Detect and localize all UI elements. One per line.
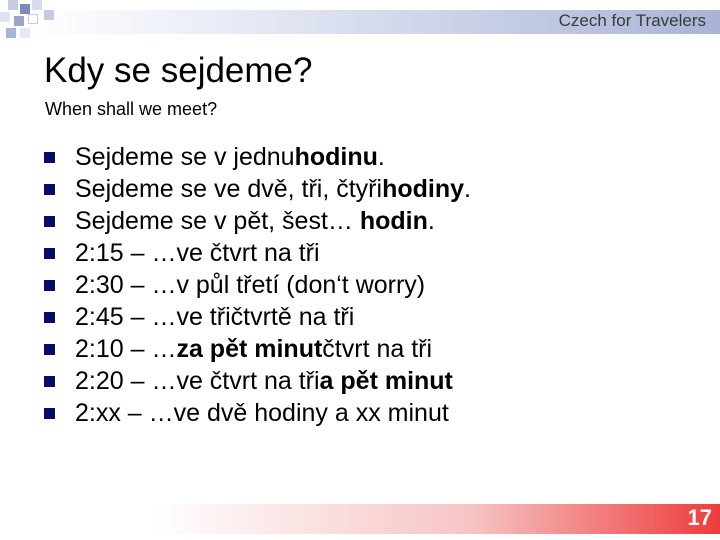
bullet-bold-text: hodiny (382, 174, 464, 203)
square-bullet-icon (44, 376, 55, 387)
square-bullet-icon (44, 280, 55, 291)
bullet-text: . (427, 206, 435, 235)
bullet-bold-text: hodinu (294, 142, 378, 171)
bullet-item (44, 205, 471, 237)
bullet-text: Sejdeme se v pět, šest… (75, 206, 360, 235)
bullet-item (44, 141, 471, 173)
slide-subtitle: When shall we meet? (45, 99, 218, 119)
bullet-item (44, 301, 471, 333)
bullet-item (44, 365, 471, 397)
bullet-item (44, 173, 471, 205)
bullet-item (44, 237, 471, 269)
bullet-text: 2:30 – …v půl třetí (don‘t worry) (75, 270, 426, 299)
bullet-text: 2:xx – …ve dvě hodiny a xx minut (75, 398, 449, 427)
square-bullet-icon (44, 216, 55, 227)
bullet-bold-text: a pět minut (319, 366, 453, 395)
bullet-text: 2:45 – …ve třičtvrtě na tři (75, 302, 355, 331)
bullet-item (44, 333, 471, 365)
bullet-text: . (377, 142, 385, 171)
bullet-bold-text: za pět minut (176, 334, 323, 363)
bullet-text: Sejdeme se ve dvě, tři, čtyři (75, 174, 383, 203)
square-bullet-icon (44, 184, 55, 195)
bullet-text: Sejdeme se v jednu (75, 142, 295, 171)
bullet-item (44, 269, 471, 301)
page-number: 17 (687, 505, 712, 530)
bullet-text: 2:10 – … (75, 334, 177, 363)
bullet-text: 2:20 – …ve čtvrt na tři (75, 366, 320, 395)
bullet-item (44, 397, 471, 429)
bullet-text: 2:15 – …ve čtvrt na tři (75, 238, 320, 267)
bullet-list (44, 141, 471, 429)
square-bullet-icon (44, 344, 55, 355)
bullet-text: . (464, 174, 471, 203)
bullet-bold-text: hodin (359, 206, 428, 235)
bullet-text: čtvrt na tři (322, 334, 433, 363)
header-title: Czech for Travelers (558, 11, 706, 30)
square-bullet-icon (44, 248, 55, 259)
square-bullet-icon (44, 152, 55, 163)
footer-band (12, 504, 720, 534)
corner-decoration (0, 0, 60, 40)
square-bullet-icon (44, 312, 55, 323)
square-bullet-icon (44, 408, 55, 419)
slide-title: Kdy se sejdeme? (44, 51, 313, 90)
